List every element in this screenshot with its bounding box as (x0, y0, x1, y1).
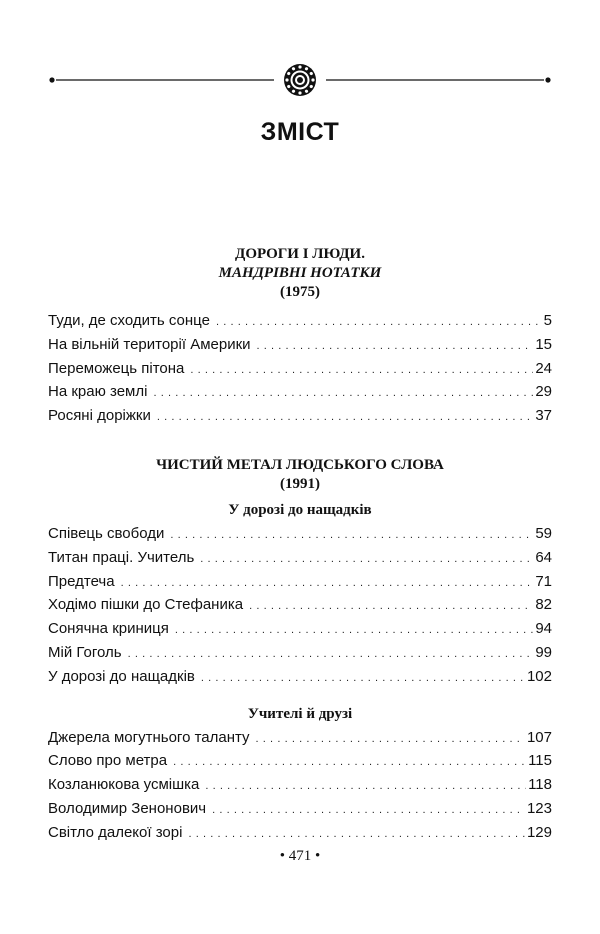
entry-title: Світло далекої зорі (48, 823, 183, 841)
entry-title: Росяні доріжки (48, 407, 151, 425)
folio-bullet-left: • (279, 848, 285, 864)
entry-page: 94 (535, 620, 552, 638)
toc-entry[interactable] (48, 383, 552, 407)
section-year: (1991) (280, 476, 320, 492)
entry-page: 123 (526, 799, 552, 817)
toc-entry[interactable] (48, 668, 552, 692)
dot-leader (256, 733, 525, 745)
dot-leader (170, 529, 533, 541)
entry-page: 64 (535, 548, 552, 566)
dot-leader (190, 364, 533, 376)
folio-bullet-right: • (315, 848, 321, 864)
entry-page: 118 (528, 776, 552, 794)
entry-title: Козланюкова усмішка (48, 776, 200, 794)
entry-page: 115 (528, 752, 552, 770)
section-heading (48, 245, 552, 302)
entry-title: Слово про метра (48, 752, 168, 770)
entry-title: Туди, де сходить сонце (48, 312, 210, 329)
dot-leader (188, 828, 525, 840)
entry-page: 107 (526, 728, 552, 746)
toc-entry[interactable] (48, 729, 552, 753)
page-number (0, 848, 600, 865)
entry-title: Переможець пітона (48, 359, 185, 377)
toc-entry[interactable] (48, 596, 552, 620)
dot-leader (173, 756, 526, 768)
toc-entry[interactable] (48, 336, 552, 360)
entry-page: 24 (535, 359, 552, 377)
section-year: (1975) (280, 284, 320, 300)
toc-entry[interactable] (48, 573, 552, 597)
entry-title: У дорозі до нащадків (48, 667, 195, 685)
entry-page: 5 (543, 312, 552, 329)
toc-entry[interactable] (48, 620, 552, 644)
page-title: ЗМІСТ (260, 118, 340, 146)
entry-page: 102 (526, 667, 552, 685)
toc-entry[interactable] (48, 525, 552, 549)
toc-list (48, 312, 552, 431)
dot-leader (216, 316, 542, 328)
dot-leader (175, 624, 533, 636)
dot-leader (128, 648, 534, 660)
dot-leader (153, 387, 533, 399)
entry-page: 29 (535, 383, 552, 401)
toc-entry[interactable] (48, 752, 552, 776)
entry-title: Співець свободи (48, 525, 165, 542)
header-ornament (48, 62, 552, 98)
entry-title: На вільній території Америки (48, 335, 251, 353)
toc-entry[interactable] (48, 360, 552, 384)
dot-leader (249, 600, 533, 612)
entry-title: Предтеча (48, 572, 115, 590)
section-pure-metal (48, 456, 552, 848)
entry-title: Титан праці. Учитель (48, 548, 195, 566)
toc-entry[interactable] (48, 644, 552, 668)
dot-leader (121, 577, 534, 589)
entry-page: 99 (535, 643, 552, 661)
entry-page: 37 (535, 407, 552, 425)
toc-entry[interactable] (48, 407, 552, 431)
entry-page: 82 (535, 596, 552, 614)
toc-entry[interactable] (48, 824, 552, 848)
entry-title: На краю землі (48, 383, 148, 401)
section-title: ЧИСТИЙ МЕТАЛ ЛЮДСЬКОГО СЛОВА (156, 457, 444, 473)
entry-title: Ходімо пішки до Стефаника (48, 596, 244, 614)
section-title: ДОРОГИ І ЛЮДИ. (235, 246, 365, 262)
entry-page: 71 (535, 572, 552, 590)
toc-entry[interactable] (48, 776, 552, 800)
toc-entry[interactable] (48, 312, 552, 336)
subsection-title: Учителі й друзі (247, 705, 353, 722)
section-heading (48, 456, 552, 494)
toc-list (48, 525, 552, 692)
entry-title: Володимир Зенонович (48, 799, 207, 817)
dot-leader (205, 780, 526, 792)
folio-number: 471 (288, 848, 312, 864)
dot-leader (200, 553, 533, 565)
entry-title: Сонячна криниця (48, 620, 169, 638)
dot-leader (201, 672, 525, 684)
dot-leader (157, 411, 533, 423)
subsection-title: У дорозі до нащадків (228, 502, 372, 518)
toc-entry[interactable] (48, 800, 552, 824)
entry-title: Джерела могутнього таланту (48, 728, 250, 746)
toc-entry[interactable] (48, 549, 552, 573)
entry-page: 129 (526, 823, 552, 841)
dot-leader (257, 340, 534, 352)
entry-title: Мій Гоголь (48, 643, 122, 661)
dot-leader (212, 804, 525, 816)
toc-list (48, 729, 552, 848)
section-roads-and-people (48, 245, 552, 431)
entry-page: 15 (535, 335, 552, 353)
section-subtitle: МАНДРІВНІ НОТАТКИ (218, 265, 382, 281)
entry-page: 59 (535, 525, 552, 542)
